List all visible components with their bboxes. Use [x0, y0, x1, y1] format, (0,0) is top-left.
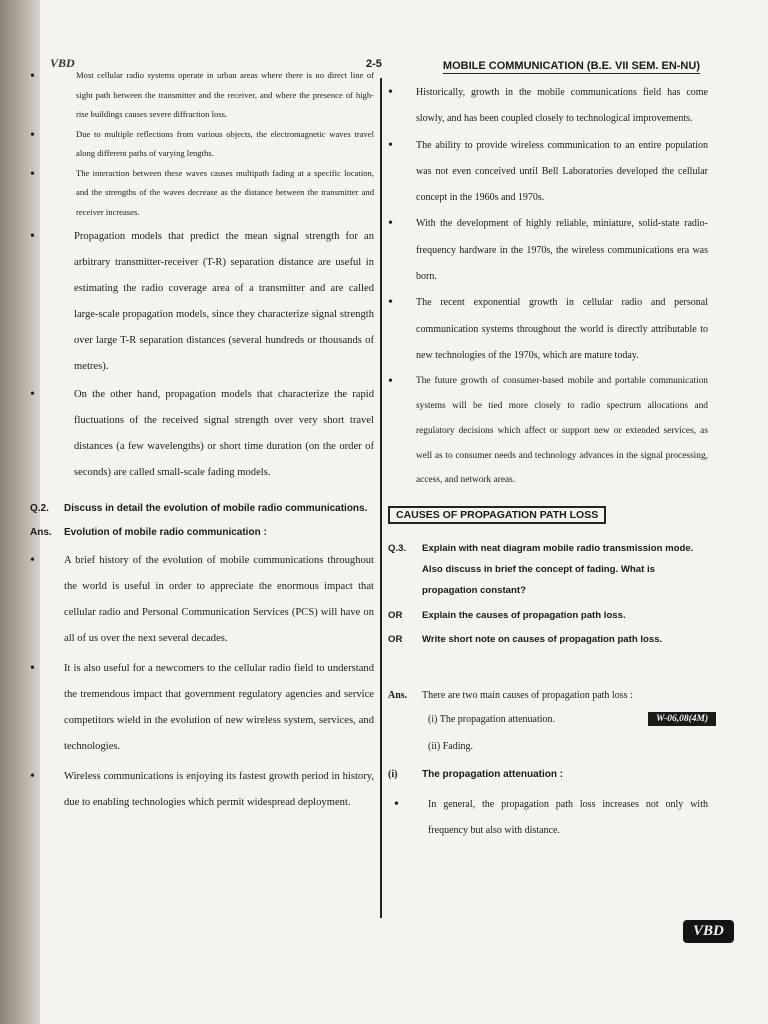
or-question-2: [388, 629, 708, 651]
history-bullet-3: [388, 211, 708, 290]
bullet-text: On the other hand, propagation models that characterize the rapid fluctuations of the received signal strength over very short travel distances (a few wavelengths) or short time duration (on the order of seconds) are called small-scale fading models.: [74, 389, 374, 478]
subheading-attenuation: [388, 762, 708, 788]
bullet-icon: •: [388, 374, 393, 390]
publisher-logo: VBD: [683, 920, 734, 943]
bullet-text: In general, the propagation path loss increases not only with frequency but also with distance.: [428, 798, 708, 837]
bullet-propagation-models: [30, 224, 374, 380]
subheading-text: The propagation attenuation :: [422, 768, 564, 780]
bullet-icon: •: [30, 387, 35, 402]
bullet-icon: •: [388, 295, 393, 311]
page-number: 2-5: [366, 58, 382, 70]
answer-heading-text: Evolution of mobile radio communication :: [64, 527, 267, 538]
or-label: OR: [388, 634, 403, 646]
history-bullet-4: [388, 290, 708, 369]
question-text: Discuss in detail the evolution of mobile radio communications.: [64, 503, 368, 514]
answer-heading: [30, 522, 374, 544]
cause-1: (i) The propagation attenuation.: [428, 714, 555, 726]
or-text: Write short note on causes of propagation path loss.: [422, 634, 663, 646]
column-divider: [380, 78, 382, 918]
question-label: Q.3.: [388, 543, 407, 555]
bullet-text: Propagation models that predict the mean signal strength for an arbitrary transmitter-receiver (T-R) separation distance are useful in estimating the radio coverage area of a transmitter and are called large-scale propagation models, since they characterize signal strength over large T-R separation distances (several hundreds or thousands of metres).: [74, 231, 374, 372]
bullet-icon: •: [30, 553, 35, 568]
running-title: MOBILE COMMUNICATION (B.E. VII SEM. EN-NU): [442, 60, 700, 72]
bullet-icon: •: [30, 69, 35, 84]
question-2: [30, 498, 374, 520]
answer-intro: [388, 685, 708, 707]
bullet-text: The future growth of consumer-based mobile and portable communication systems will be tied more closely to radio spectrum allocations and regulatory decisions which affect or support new or extended services, as well as to consumer needs and technology advances in the signal processing, access, and network areas.: [416, 376, 708, 486]
cause-2: (ii) Fading.: [428, 740, 473, 752]
bullet-text: A brief history of the evolution of mobile communications throughout the world is useful in order to appreciate the enormous impact that cellular radio and Personal Communication Services (PCS) will have on all of us over the next several decades.: [64, 555, 374, 644]
answer-label: Ans.: [30, 527, 52, 538]
or-text: Explain the causes of propagation path loss.: [422, 610, 626, 622]
answer-label: Ans.: [388, 690, 408, 702]
bullet-text: Wireless communications is enjoying its fastest growth period in history, due to enabling technologies which permit widespread deployment.: [64, 771, 374, 808]
attenuation-bullet: [388, 792, 708, 845]
question-3: [388, 538, 708, 601]
bullet-small-scale: [30, 382, 374, 486]
small-bullet-3: [30, 164, 374, 223]
header-logo: VBD: [50, 56, 75, 70]
bullet-icon: •: [394, 796, 399, 812]
or-question-1: [388, 605, 708, 627]
left-column: [30, 66, 374, 816]
question-text: Explain with neat diagram mobile radio transmission mode. Also discuss in brief the concept of fading. What is propagation constant?: [422, 543, 694, 597]
bullet-icon: •: [30, 769, 35, 784]
bullet-text: With the development of highly reliable, miniature, solid-state radio-frequency hardware in the 1970s, the wireless communications era was born.: [416, 218, 708, 283]
small-bullet-1: [30, 66, 374, 125]
right-column: [388, 80, 708, 844]
answer-intro-text: There are two main causes of propagation path loss :: [422, 690, 633, 702]
question-label: Q.2.: [30, 503, 49, 514]
bullet-text: Historically, growth in the mobile communications field has come slowly, and has been coupled closely to technological improvements.: [416, 87, 708, 125]
bullet-text: It is also useful for a newcomers to the cellular radio field to understand the tremendous impact that government regulatory agencies and service competitors wield in the evolution of new wireless system, services, and technologies.: [64, 663, 374, 752]
section-heading: CAUSES OF PROPAGATION PATH LOSS: [388, 506, 606, 524]
evolution-bullet-2: [30, 656, 374, 760]
bullet-icon: •: [30, 661, 35, 676]
bullet-text: Most cellular radio systems operate in urban areas where there is no direct line of sight path between the transmitter and the receiver, and where the presence of high-rise buildings causes severe diffraction loss.: [76, 70, 374, 119]
section-heading-wrap: [388, 505, 708, 524]
bullet-icon: •: [30, 229, 35, 244]
small-bullet-2: [30, 125, 374, 164]
history-bullet-1: [388, 80, 708, 133]
evolution-bullet-3: [30, 764, 374, 816]
bullet-text: The interaction between these waves causes multipath fading at a specific location, and the strengths of the waves decrease as the distance between the transmitter and receiver increases.: [76, 167, 374, 217]
bullet-icon: •: [388, 216, 393, 232]
bullet-text: The ability to provide wireless communication to an entire population was not even conceived until Bell Laboratories developed the cellular concept in the 1960s and 1970s.: [416, 139, 708, 204]
bullet-icon: •: [30, 127, 35, 143]
history-bullet-5: [388, 369, 708, 493]
evolution-bullet-1: [30, 548, 374, 652]
bullet-icon: •: [388, 85, 393, 100]
history-bullet-2: [388, 133, 708, 212]
bullet-text: The recent exponential growth in cellular radio and personal communication systems throughout the world is directly attributable to new technologies of the 1970s, which are mature today.: [416, 297, 708, 361]
or-label: OR: [388, 610, 403, 622]
bullet-icon: •: [30, 166, 35, 182]
bullet-icon: •: [388, 137, 393, 153]
bullet-text: Due to multiple reflections from various objects, the electromagnetic waves travel along different paths of varying lengths.: [76, 128, 374, 158]
subheading-label: (i): [388, 768, 398, 780]
exam-reference-badge: W-06,08(4M): [648, 712, 716, 726]
